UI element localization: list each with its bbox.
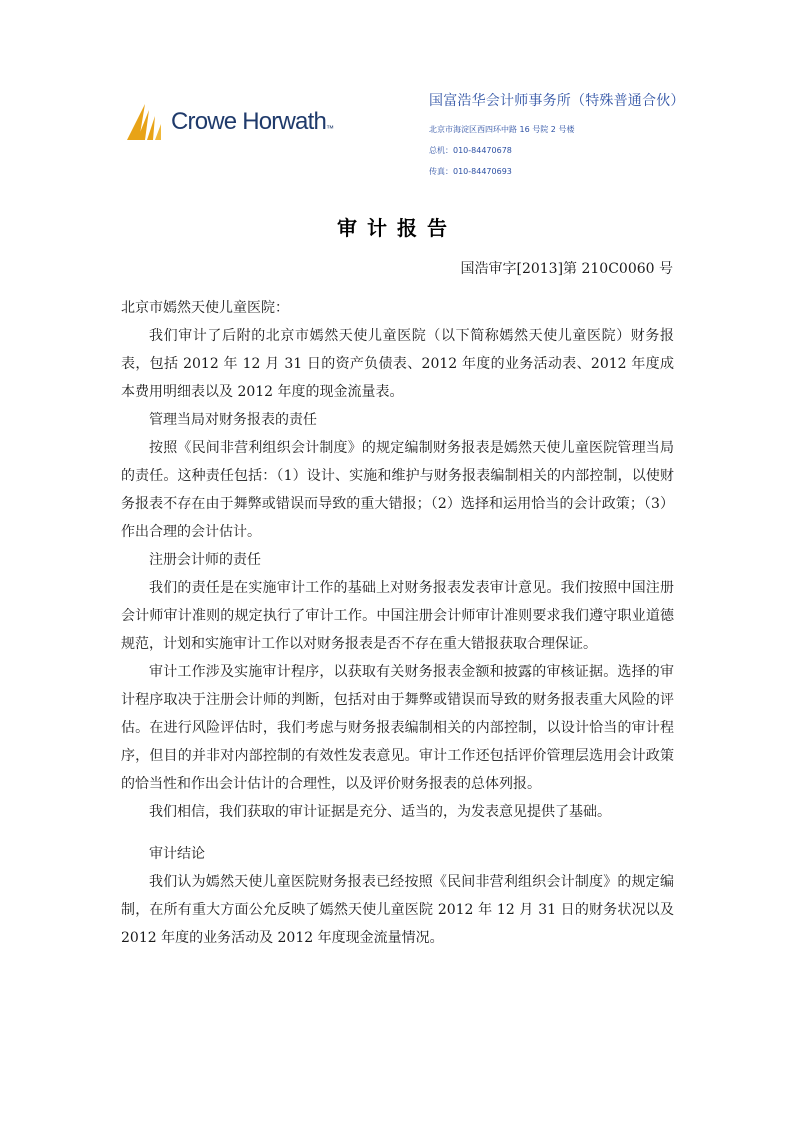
letterhead xyxy=(0,0,794,190)
addressee: 北京市嫣然天使儿童医院： xyxy=(121,300,289,316)
section-spacer xyxy=(121,826,674,840)
firm-logo xyxy=(125,100,334,144)
firm-fax: 传真：010-84470693 xyxy=(429,167,512,176)
report-title: 审计报告 xyxy=(337,216,457,240)
report-number: 国浩审字[2013]第 210C0060 号 xyxy=(460,261,673,277)
trademark-mark: ™ xyxy=(326,123,334,133)
firm-address: 北京市海淀区西四环中路 16 号院 2 号楼 xyxy=(429,125,575,134)
section-heading-conclusion: 审计结论 xyxy=(149,846,205,862)
section-heading-management: 管理当局对财务报表的责任 xyxy=(149,412,317,428)
paragraph-audit-evidence: 我们相信，我们获取的审计证据是充分、适当的，为发表意见提供了基础。 xyxy=(149,804,611,820)
logo-wordmark: Crowe Horwath xyxy=(171,108,326,135)
wheat-sheaf-icon xyxy=(125,102,165,142)
section-heading-auditor: 注册会计师的责任 xyxy=(149,552,261,568)
paragraph-management-responsibility: 按照《民间非营利组织会计制度》的规定编制财务报表是嫣然天使儿童医院管理当局的责任。这种责任包括：（1）设计、实施和维护与财务报表编制相关的内部控制，以使财务报表不存在由于舞弊或错误而导致的重大错报；（2）选择和运用恰当的会计政策；（3）作出合理的会计估计。 xyxy=(121,440,674,540)
paragraph-audit-procedures: 审计工作涉及实施审计程序，以获取有关财务报表金额和披露的审核证据。选择的审计程序取决于注册会计师的判断，包括对由于舞弊或错误而导致的财务报表重大风险的评估。在进行风险评估时，我们考虑与财务报表编制相关的内部控制，以设计恰当的审计程序，但目的并非对内部控制的有效性发表意见。审计工作还包括评价管理层选用会计政策的恰当性和作出会计估计的合理性，以及评价财务报表的总体列报。 xyxy=(121,664,674,792)
firm-name: 国富浩华会计师事务所（特殊普通合伙） xyxy=(429,93,685,109)
paragraph-scope: 我们审计了后附的北京市嫣然天使儿童医院（以下简称嫣然天使儿童医院）财务报表，包括 2012 年 12 月 31 日的资产负债表、2012 年度的业务活动表、2012 年度成本费用明细表以及 2012 年度的现金流量表。 xyxy=(121,328,674,400)
firm-phone: 总机：010-84470678 xyxy=(429,146,512,155)
report-body xyxy=(121,290,674,952)
paragraph-auditor-responsibility: 我们的责任是在实施审计工作的基础上对财务报表发表审计意见。我们按照中国注册会计师审计准则的规定执行了审计工作。中国注册会计师审计准则要求我们遵守职业道德规范，计划和实施审计工作以对财务报表是否不存在重大错报获取合理保证。 xyxy=(121,580,674,652)
firm-info xyxy=(429,90,685,177)
paragraph-opinion: 我们认为嫣然天使儿童医院财务报表已经按照《民间非营利组织会计制度》的规定编制，在所有重大方面公允反映了嫣然天使儿童医院 2012 年 12 月 31 日的财务状况以及 2012 年度的业务活动及 2012 年度现金流量情况。 xyxy=(121,874,674,946)
